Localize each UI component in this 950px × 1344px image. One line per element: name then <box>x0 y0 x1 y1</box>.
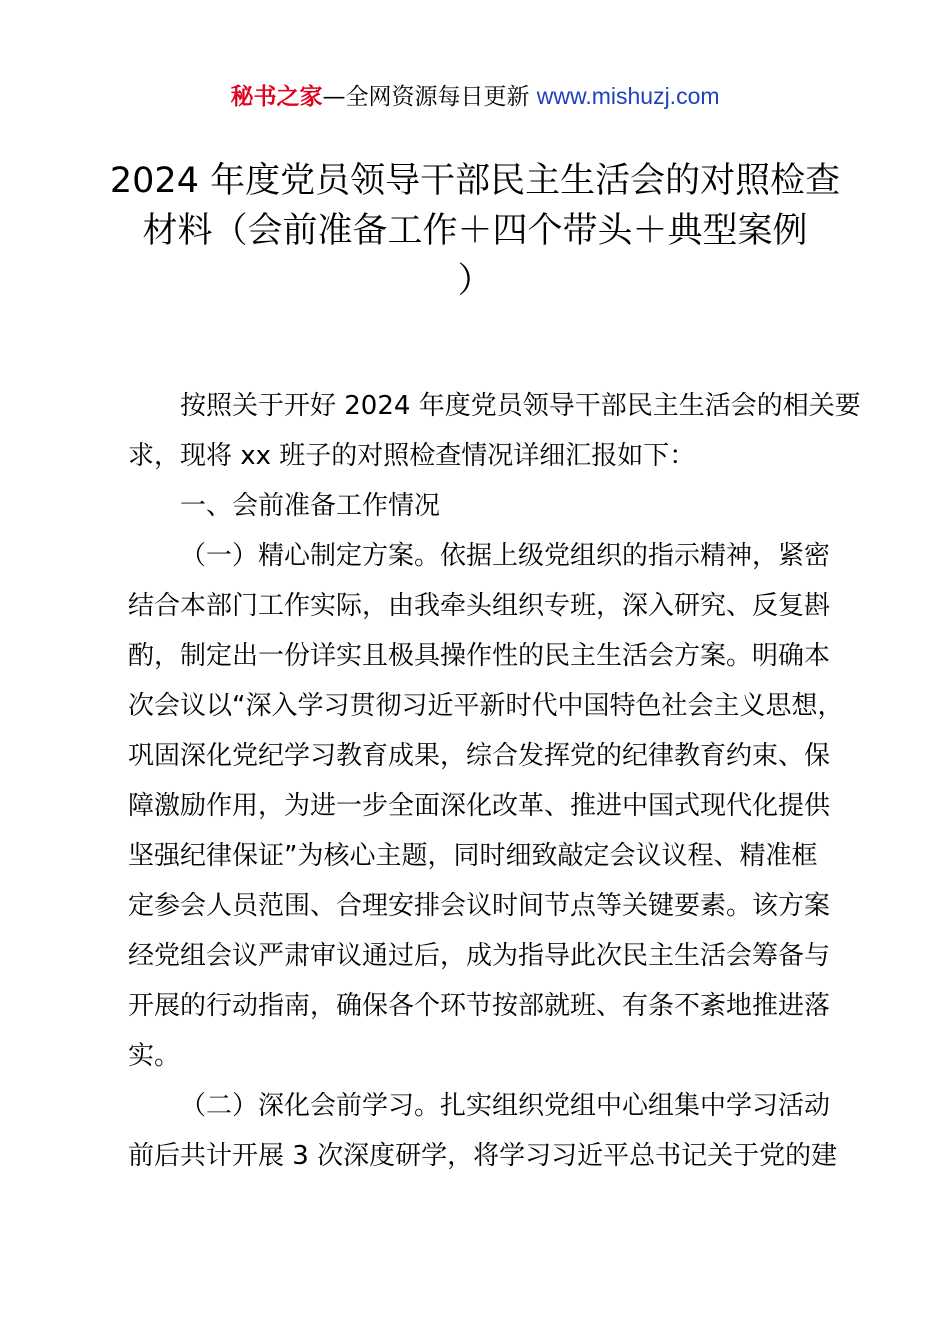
paragraph-line: 开展的行动指南，确保各个环节按部就班、有条不紊地推进落 <box>128 991 831 1021</box>
paragraph-line: 经党组会议严肃审议通过后，成为指导此次民主生活会筹备与 <box>128 941 831 971</box>
paragraph-line: 按照关于开好 2024 年度党员领导干部民主生活会的相关要 <box>180 391 861 421</box>
paragraph-line: 巩固深化党纪学习教育成果，综合发挥党的纪律教育约束、保 <box>128 741 831 771</box>
title-line: ） <box>457 261 493 301</box>
document-body <box>128 381 861 1181</box>
site-header <box>0 80 950 113</box>
paragraph-line: 障激励作用，为进一步全面深化改革、推进中国式现代化提供 <box>128 791 831 821</box>
paragraph-line: 定参会人员范围、合理安排会议时间节点等关键要素。该方案 <box>128 891 831 921</box>
paragraph-line: 次会议以“深入学习贯彻习近平新时代中国特色社会主义思想， <box>128 691 844 721</box>
site-brand: 秘书之家 <box>230 84 323 110</box>
section-heading: 一、会前准备工作情况 <box>180 491 441 521</box>
paragraph-line: 实。 <box>128 1041 181 1071</box>
document-title <box>100 156 850 306</box>
paragraph-line: 结合本部门工作实际，由我牵头组织专班，深入研究、反复斟 <box>128 591 831 621</box>
site-tagline: —全网资源每日更新 <box>322 84 537 110</box>
paragraph-line: （一）精心制定方案。依据上级党组织的指示精神，紧密 <box>180 541 831 571</box>
title-line: 材料（会前准备工作＋四个带头＋典型案例 <box>142 211 808 251</box>
site-url-link[interactable]: www.mishuzj.com <box>536 83 720 109</box>
paragraph-line: 求，现将 xx 班子的对照检查情况详细汇报如下： <box>128 441 696 471</box>
title-line: 2024 年度党员领导干部民主生活会的对照检查 <box>109 161 841 201</box>
paragraph-line: 坚强纪律保证”为核心主题，同时细致敲定会议议程、精准框 <box>128 841 818 871</box>
paragraph-line: （二）深化会前学习。扎实组织党组中心组集中学习活动 <box>180 1091 831 1121</box>
paragraph-line: 前后共计开展 3 次深度研学，将学习习近平总书记关于党的建 <box>128 1141 838 1171</box>
paragraph-line: 酌，制定出一份详实且极具操作性的民主生活会方案。明确本 <box>128 641 831 671</box>
